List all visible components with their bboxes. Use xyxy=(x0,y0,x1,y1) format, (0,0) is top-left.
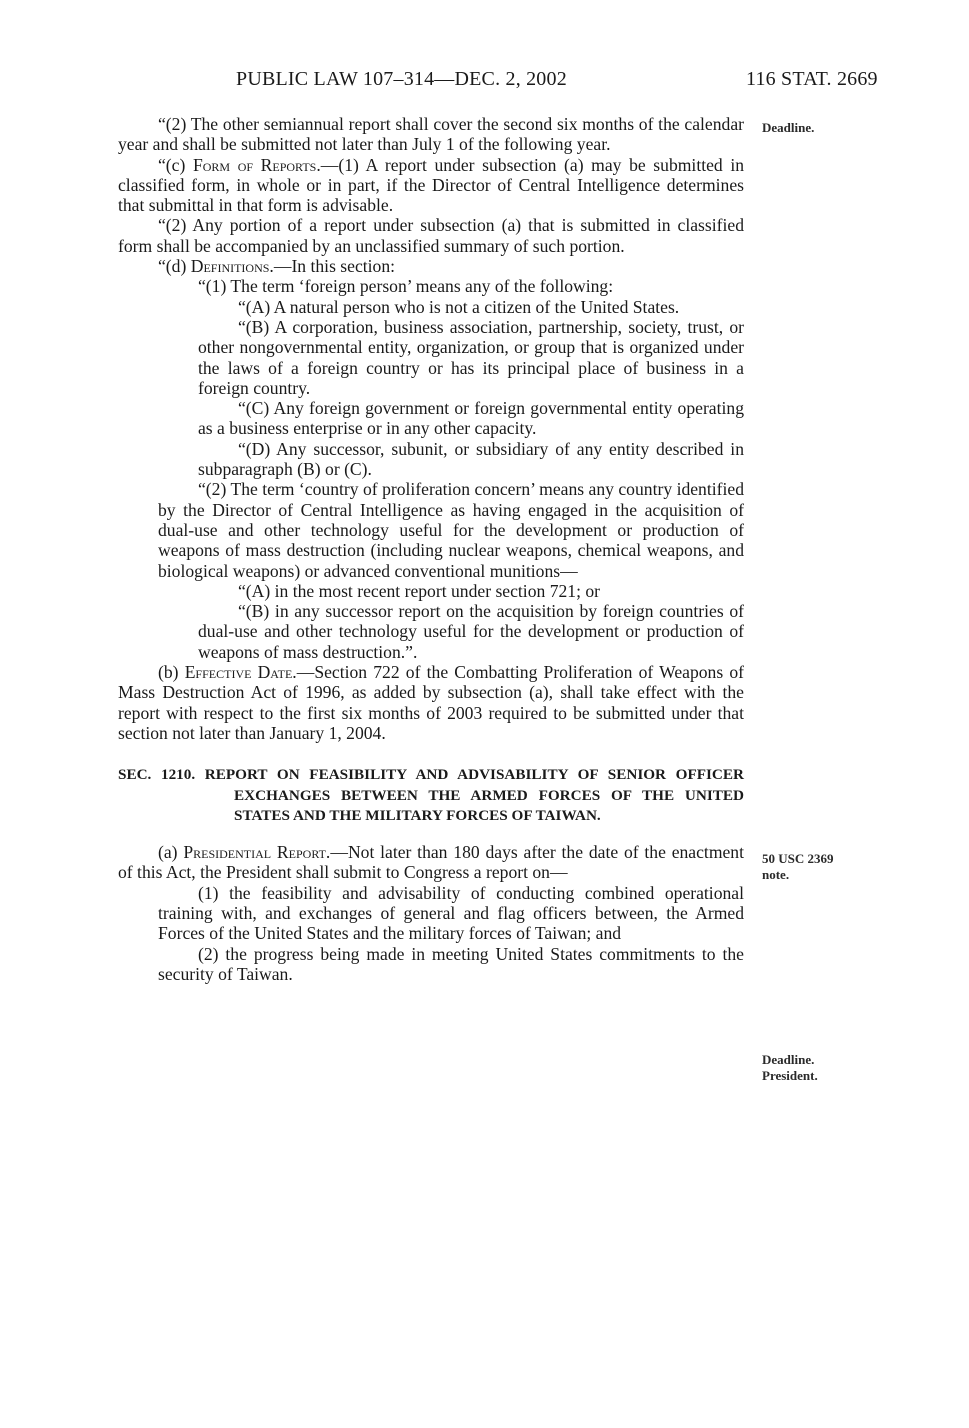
document-body xyxy=(118,114,744,984)
subsection-b-heading: Effective Date. xyxy=(184,662,297,683)
subsection-a-presidential-report: (a) Presidential Report.—Not later than 180 days after the date of the enactment of this Act, the President shall submit to Congress a report on— xyxy=(118,842,744,883)
margin-note-deadline-2: Deadline. xyxy=(762,1052,815,1067)
margin-note-note: note. xyxy=(762,867,790,882)
subsection-c: “(c) Form of Reports.—(1) A report under subsection (a) may be submitted in classified form, in whole or in part, if the Director of Central Intelligence determines that submittal in that form is advisable. xyxy=(118,154,744,216)
subsection-d: “(d) Definitions.—In this section: xyxy=(158,256,396,277)
definition-1-b: “(B) A corporation, business association, partnership, society, trust, or other nongovernmental entity, organization, or group that is organized under the laws of a foreign country or has its principal place of business in a foreign country. xyxy=(198,316,744,398)
definition-2-b: “(B) in any successor report on the acquisition by foreign countries of dual-use and other technology useful for the development or production of weapons of mass destruction.”. xyxy=(198,601,744,662)
subsection-d-heading: Definitions. xyxy=(190,256,274,277)
subsection-a-heading: Presidential Report. xyxy=(183,842,331,863)
margin-note-president: President. xyxy=(762,1068,818,1083)
running-header-law: PUBLIC LAW 107–314—DEC. 2, 2002 xyxy=(236,68,567,90)
definition-1-d: “(D) Any successor, subunit, or subsidiary of any entity described in subparagraph (B) or (C). xyxy=(198,438,744,480)
section-1210-heading: SEC. 1210. REPORT ON FEASIBILITY AND ADVISABILITY OF SENIOR OFFICER EXCHANGES BETWEEN THE ARMED FORCES OF THE UNITED STATES AND THE MILITARY FORCES OF TAIWAN. xyxy=(118,766,744,824)
definition-1-a: “(A) A natural person who is not a citizen of the United States. xyxy=(238,296,680,317)
running-header-stat: 116 STAT. 2669 xyxy=(746,68,878,90)
subsection-c-heading: Form of Reports. xyxy=(192,154,321,175)
subsection-c-2: “(2) Any portion of a report under subsection (a) that is submitted in classified form shall be accompanied by an unclassified summary of such portion. xyxy=(118,215,744,256)
paragraph-semiannual-report: “(2) The other semiannual report shall cover the second six months of the calendar year and shall be submitted not later than July 1 of the following year. xyxy=(118,114,744,155)
report-item-1: (1) the feasibility and advisability of conducting combined operational training with, and exchanges of general and flag officers between, the Armed Forces of the United States and the military forces of Taiwan; and xyxy=(158,882,744,944)
definition-1: “(1) The term ‘foreign person’ means any of the following: xyxy=(198,276,614,297)
subsection-b-effective-date: (b) Effective Date.—Section 722 of the Combatting Proliferation of Weapons of Mass Destruction Act of 1996, as added by subsection (a), shall take effect with the report with respect to the first six months of 2003 required to be submitted under that section not later than January 1, 2004. xyxy=(118,662,744,743)
definition-2: “(2) The term ‘country of proliferation concern’ means any country identified by the Director of Central Intelligence as having engaged in the acquisition of dual-use and other technology useful for the development or production of weapons of mass destruction (including nuclear weapons, chemical weapons, and biological weapons) or advanced conventional munitions— xyxy=(158,479,744,581)
report-item-2: (2) the progress being made in meeting United States commitments to the security of Taiwan. xyxy=(158,943,744,984)
margin-note-deadline: Deadline. xyxy=(762,120,815,135)
margin-note-usc: 50 USC 2369 xyxy=(762,851,834,866)
definition-1-c: “(C) Any foreign government or foreign governmental entity operating as a business enterprise or in any other capacity. xyxy=(198,398,744,439)
definition-2-a: “(A) in the most recent report under section 721; or xyxy=(238,580,601,601)
